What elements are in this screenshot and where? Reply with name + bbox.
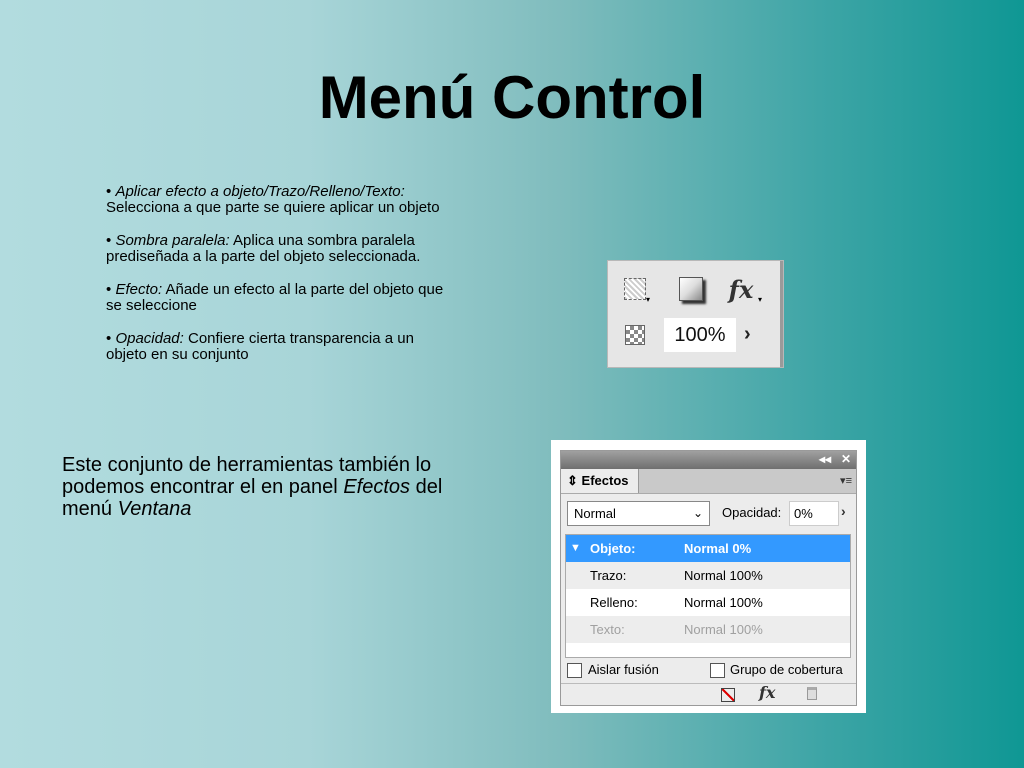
bullet-text: Selecciona a que parte se quiere aplicar un objeto [106,199,440,216]
trash-icon[interactable] [807,687,817,700]
opacity-slider-chevron-icon[interactable]: › [744,323,751,345]
control-toolbar [607,260,784,368]
bullet-text: Confiere cierta transparencia a un objeto en su conjunto [106,330,414,363]
bullet-mark: • [106,232,112,249]
bullet-text: Aplica una sombra paralela prediseñada a la parte del objeto seleccionada. [106,232,421,265]
tab-efectos[interactable] [561,469,639,493]
tab-updown-icon: ⇕ [567,473,578,488]
checkerboard-opacity-icon [625,325,645,345]
isolate-blending-checkbox[interactable] [567,663,582,678]
bullet-item [106,331,456,363]
blend-mode-value: Normal [574,506,616,521]
opacity-icon-button [620,321,650,349]
isolate-blending-label: Aislar fusión [588,662,659,677]
bullet-term: Opacidad: [115,330,184,347]
panel-description [62,454,452,520]
para-text: Este conjunto de herramientas también lo podemos encontrar el en panel [62,454,432,498]
panel-footer [561,683,856,706]
toolbar-edge [780,261,783,367]
bullet-item [106,233,456,265]
bullet-mark: • [106,281,112,298]
para-ventana: Ventana [117,498,192,520]
dropdown-arrow-icon: ▾ [646,295,651,304]
fx-effects-button[interactable] [726,274,763,304]
opacity-chevron-icon[interactable]: › [841,503,846,519]
list-item-relleno[interactable] [566,589,850,616]
list-item-trazo[interactable] [566,562,850,589]
bullet-item [106,184,456,216]
apply-effect-target-button[interactable] [620,275,650,303]
bullet-term: Efecto: [115,281,163,298]
row-label: Relleno: [590,595,638,610]
clear-effects-icon[interactable] [721,688,735,702]
knockout-group-checkbox[interactable] [710,663,725,678]
opacity-field[interactable]: 100% [664,318,736,352]
opacity-label: Opacidad: [722,505,782,520]
blend-mode-select[interactable] [567,501,710,526]
bullet-term: Sombra paralela: [115,232,230,249]
row-label: Texto: [590,622,625,637]
row-label: Trazo: [590,568,627,583]
fx-icon: fx [728,274,754,304]
expand-arrow-icon: ▼ [570,542,581,554]
drop-shadow-button[interactable] [676,275,706,303]
tab-label: Efectos [581,473,629,488]
list-item-objeto[interactable] [566,535,850,562]
slide-title: Menú Control [318,64,706,131]
para-efectos: Efectos [343,476,411,498]
bullet-term: Aplicar efecto a objeto/Trazo/Relleno/Texto: [115,183,405,200]
bullet-text: Añade un efecto al la parte del objeto que se seleccione [106,281,444,314]
bullet-list [106,184,456,380]
bullet-mark: • [106,183,112,200]
row-value: Normal 0% [684,541,752,556]
list-item-texto[interactable] [566,616,850,643]
row-value: Normal 100% [684,568,763,583]
knockout-group-label: Grupo de cobertura [730,662,843,677]
effects-target-list [565,534,851,658]
effects-panel [560,450,857,706]
row-value: Normal 100% [684,595,763,610]
effects-panel-frame [551,440,866,713]
drop-shadow-icon [679,277,703,301]
chevron-down-icon: ⌄ [692,506,703,520]
fx-icon[interactable]: fx [759,683,776,702]
opacity-input[interactable]: 0% [789,501,839,526]
panel-tabrow [561,469,856,494]
row-label: Objeto: [590,541,636,556]
row-value: Normal 100% [684,622,763,637]
panel-menu-icon[interactable]: ▾≡ [840,475,852,487]
effect-target-icon [624,278,646,300]
dropdown-arrow-icon: ▾ [758,295,763,304]
bullet-mark: • [106,330,112,347]
panel-titlebar[interactable] [561,451,856,469]
para-text: del menú [62,476,443,520]
collapse-icon[interactable]: ◂◂ [819,452,832,466]
close-icon[interactable]: ✕ [841,452,852,466]
bullet-item [106,282,456,314]
